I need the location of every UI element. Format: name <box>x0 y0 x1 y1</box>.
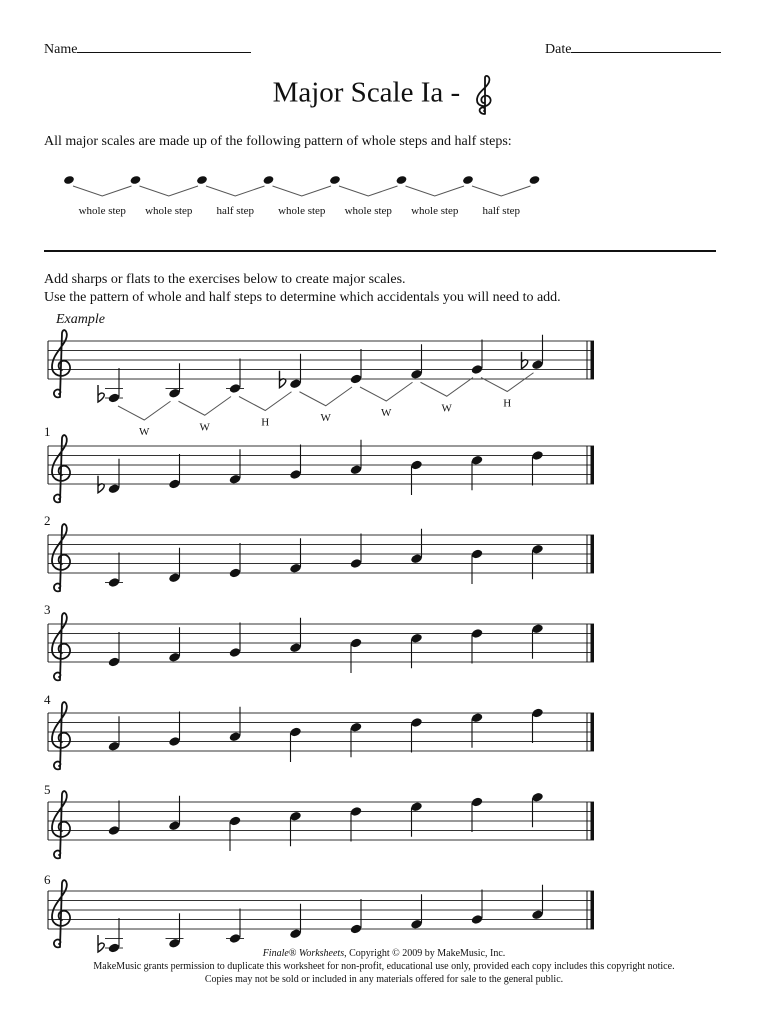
final-barline <box>591 624 595 662</box>
treble-clef-icon <box>52 791 70 858</box>
flat-accidental <box>98 476 104 493</box>
step-connector <box>360 382 413 401</box>
treble-clef-icon <box>52 435 70 502</box>
exercise-staff <box>48 529 594 588</box>
copyright-footer <box>0 947 768 986</box>
step-label: whole step <box>278 205 326 217</box>
step-label: W <box>441 402 452 415</box>
page-title-text: Major Scale Ia - <box>272 76 461 109</box>
step-connector <box>118 401 171 420</box>
footer-permission: MakeMusic grants permission to duplicate this worksheet for non-profit, educational use only, provided each copy includes this copyright notice. <box>93 961 675 972</box>
exercise-number: 6 <box>44 872 51 887</box>
final-barline <box>591 891 595 929</box>
final-barline <box>591 535 595 573</box>
exercise-staff <box>48 792 594 851</box>
footer-restriction: Copies may not be sold or included in any materials offered for sale to the general public. <box>204 974 564 985</box>
step-connector <box>179 397 232 416</box>
exercise-number: 3 <box>44 602 51 617</box>
example-staff <box>48 335 594 404</box>
exercise-staff <box>48 618 594 673</box>
treble-clef-icon <box>52 702 70 769</box>
step-connector <box>481 373 534 392</box>
exercise-staff <box>48 885 594 954</box>
footer-copyright: , Copyright © 2009 by MakeMusic, Inc. <box>344 948 506 959</box>
final-barline <box>591 802 595 840</box>
step-connector <box>421 378 474 397</box>
treble-clef-icon <box>52 524 70 591</box>
final-barline <box>591 446 595 484</box>
name-label: Name <box>44 42 78 57</box>
exercise-staff <box>48 707 594 762</box>
step-label: W <box>139 426 150 438</box>
exercise-number: 1 <box>44 424 51 439</box>
exercise-number: 4 <box>44 692 51 707</box>
exercise-number: 2 <box>44 513 51 528</box>
step-label: whole step <box>411 205 459 217</box>
step-connector <box>239 392 292 411</box>
step-connector <box>300 387 353 406</box>
step-label: W <box>381 407 392 419</box>
flat-accidental <box>280 371 286 388</box>
step-label: whole step <box>145 205 193 217</box>
step-label: whole step <box>344 205 392 217</box>
step-label: H <box>503 397 512 410</box>
date-label: Date <box>545 42 572 57</box>
step-label: whole step <box>78 205 126 217</box>
exercise-staff <box>48 440 594 495</box>
flat-accidental <box>98 385 104 402</box>
step-label: half step <box>482 205 521 217</box>
treble-clef-icon <box>52 880 70 947</box>
instruction-line-1: Add sharps or flats to the exercises below to create major scales. <box>44 272 406 287</box>
intro-text: All major scales are made up of the following pattern of whole steps and half steps: <box>44 134 512 149</box>
flat-accidental <box>522 352 528 369</box>
step-label: half step <box>216 205 255 217</box>
footer-brand: Finale® Worksheets <box>262 948 345 959</box>
step-label: W <box>199 421 210 434</box>
final-barline <box>591 713 595 751</box>
example-label: Example <box>56 312 105 327</box>
treble-clef-icon <box>52 330 70 397</box>
treble-clef-icon <box>52 613 70 680</box>
step-label: W <box>320 411 331 424</box>
final-barline <box>591 341 595 379</box>
step-label: H <box>261 416 270 429</box>
instruction-line-2: Use the pattern of whole and half steps to determine which accidentals you will need to add. <box>44 290 561 305</box>
exercise-number: 5 <box>44 782 51 797</box>
